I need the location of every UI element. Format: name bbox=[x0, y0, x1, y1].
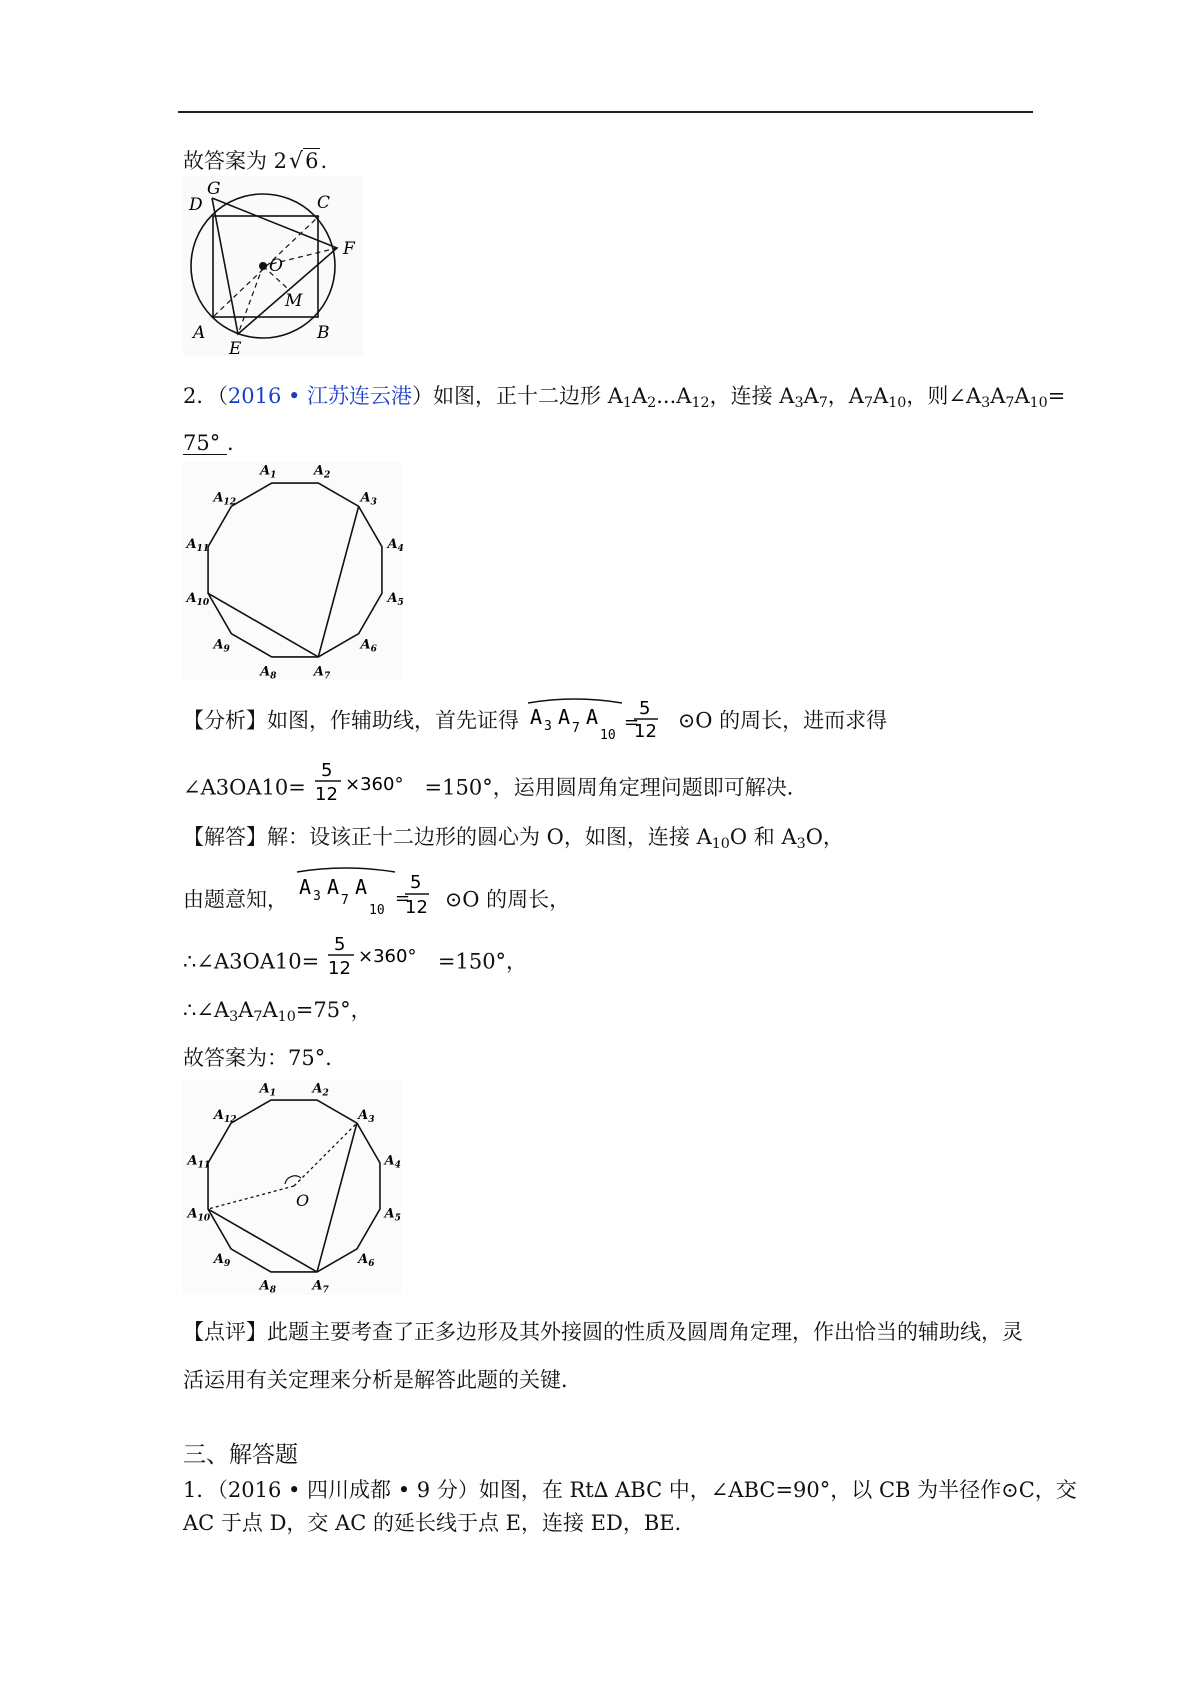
solution-line-5: 故答案为：75°． bbox=[183, 1046, 347, 1070]
label-O: O bbox=[269, 256, 283, 276]
svg-text:A: A bbox=[354, 875, 367, 899]
svg-text:12: 12 bbox=[404, 897, 428, 918]
vertex-label-a7: $A_7$ bbox=[313, 664, 331, 682]
vertex-label-a12: $A_{12}$ bbox=[213, 490, 237, 508]
vertex-label-a9: $A_9$ bbox=[213, 1252, 231, 1270]
label-M: M bbox=[285, 291, 303, 311]
dodecagon-diagram bbox=[183, 462, 403, 680]
vertex-label-a4: $A_4$ bbox=[387, 537, 404, 555]
vertex-label-a6: $A_6$ bbox=[360, 637, 377, 655]
svg-text:A: A bbox=[585, 705, 598, 729]
vertex-label-a3: $A_3$ bbox=[358, 1107, 375, 1125]
svg-text:×360°: ×360° bbox=[357, 946, 417, 967]
header-rule bbox=[178, 111, 1033, 113]
vertex-label-a10: $A_{10}$ bbox=[186, 590, 210, 608]
section-title: 三、解答题 bbox=[183, 1442, 298, 1468]
segment-o-a3 bbox=[294, 1123, 357, 1186]
fraction-2-svg bbox=[326, 930, 438, 980]
label-C: C bbox=[317, 193, 331, 213]
dodecagon-center-diagram bbox=[183, 1080, 401, 1295]
vertex-label-a1: $A_1$ bbox=[260, 463, 277, 481]
question-2-stem: 2．（2016 • 江苏连云港）如图，正十二边形 $A_1A_2...A_{12}$，连接 $A_3A_7$，$A_7A_{10}$，则$\angle A_3A_7A_{10}=$ bbox=[183, 384, 1066, 411]
label-E: E bbox=[229, 339, 242, 359]
analysis-head: 【分析】 bbox=[183, 708, 267, 733]
solution-line-1: 【解答】解：设该正十二边形的圆心为 O，如图，连接 $A_{10}O$ 和 $A_3O$， bbox=[183, 825, 844, 852]
svg-text:12: 12 bbox=[633, 721, 657, 742]
label-B: B bbox=[317, 323, 330, 343]
vertex-label-a8: $A_8$ bbox=[260, 664, 277, 682]
svg-text:A: A bbox=[326, 875, 339, 899]
previous-answer-line: 故答案为 2√6. bbox=[183, 149, 328, 174]
vertex-label-a10: $A_{10}$ bbox=[187, 1206, 211, 1224]
arc-formula bbox=[526, 692, 678, 742]
comment-line-2: 活运用有关定理来分析是解答此题的关键． bbox=[183, 1368, 582, 1392]
svg-text:A: A bbox=[298, 875, 311, 899]
question-2-answer-line: 75° . bbox=[183, 431, 234, 455]
comment-head: 【点评】 bbox=[183, 1320, 267, 1344]
analysis-line-1: 【分析】如图，作辅助线，首先证得 A 3 A 7 A 10 = 5 12 ⊙O 的周长，进而求得 bbox=[183, 702, 887, 742]
label-A: A bbox=[193, 323, 206, 343]
analysis-line-2: ∠A3OA10= 5 12 ×360° =150°，运用圆周角定理问题即可解决． bbox=[183, 764, 808, 814]
vertex-label-a1: $A_1$ bbox=[259, 1081, 276, 1099]
svg-text:10: 10 bbox=[368, 903, 385, 918]
sqrt-symbol: √ bbox=[289, 149, 304, 174]
label-center-o: O bbox=[296, 1191, 310, 1210]
section3-question-1-line-2: AC 于点 D，交 AC 的延长线于点 E，连接 ED，BE． bbox=[183, 1511, 696, 1535]
svg-text:3: 3 bbox=[543, 719, 552, 734]
arc-formula-svg bbox=[526, 692, 678, 742]
label-F: F bbox=[343, 239, 355, 259]
svg-text:=: = bbox=[623, 712, 639, 733]
solution-head: 【解答】 bbox=[183, 825, 267, 849]
vertex-label-a2: $A_2$ bbox=[313, 463, 331, 481]
fraction-svg bbox=[313, 756, 425, 806]
vertex-label-a11: $A_{11}$ bbox=[186, 537, 210, 555]
vertex-label-a4: $A_4$ bbox=[384, 1153, 401, 1171]
vertex-label-a2: $A_2$ bbox=[312, 1081, 329, 1099]
svg-text:7: 7 bbox=[340, 893, 349, 908]
figure-dodecagon-center bbox=[183, 1080, 401, 1295]
arc-formula-2-svg bbox=[295, 864, 445, 918]
svg-text:12: 12 bbox=[327, 958, 351, 979]
segment-a3-a7 bbox=[317, 1123, 357, 1272]
answer-blank: 75° bbox=[183, 432, 227, 455]
vertex-label-a9: $A_9$ bbox=[213, 637, 230, 655]
svg-text:3: 3 bbox=[312, 889, 321, 904]
vertex-label-a8: $A_8$ bbox=[259, 1278, 276, 1296]
vertex-label-a7: $A_7$ bbox=[312, 1278, 329, 1296]
radicand: 6 bbox=[305, 149, 319, 173]
angle-mark bbox=[285, 1176, 301, 1184]
segment-o-a10 bbox=[208, 1186, 294, 1209]
svg-text:A: A bbox=[529, 705, 542, 729]
fraction-times-360-2 bbox=[326, 930, 438, 988]
figure-circle-square bbox=[183, 176, 363, 359]
question-source-link[interactable]: 2016 • 江苏连云港 bbox=[227, 384, 413, 408]
section3-question-1-line-1: 1．（2016 • 四川成都 • 9 分）如图，在 Rt∆ ABC 中，∠ABC=90°，以 CB 为半径作⊙C，交 bbox=[183, 1478, 1077, 1502]
vertex-label-a5: $A_5$ bbox=[387, 590, 404, 608]
svg-text:10: 10 bbox=[599, 728, 616, 743]
svg-text:5: 5 bbox=[320, 760, 332, 781]
vertex-label-a3: $A_3$ bbox=[360, 490, 377, 508]
svg-text:A: A bbox=[557, 705, 570, 729]
fraction-times-360 bbox=[313, 756, 425, 814]
solution-line-4: $\therefore\angle A_3A_7A_{10}=75^\circ$， bbox=[183, 998, 372, 1025]
comment-line-1: 【点评】此题主要考查了正多边形及其外接圆的性质及圆周角定理，作出恰当的辅助线，灵 bbox=[183, 1320, 1023, 1344]
solution-line-2: 由题意知， A 3 A 7 A 10 = 5 12 ⊙O 的周长， bbox=[183, 876, 570, 926]
dodecagon-outline bbox=[208, 483, 382, 657]
svg-text:5: 5 bbox=[409, 872, 422, 893]
vertex-label-a5: $A_5$ bbox=[384, 1206, 401, 1224]
svg-text:12: 12 bbox=[314, 784, 338, 805]
solution-line-3: ∴∠A3OA10= 5 12 ×360° =150°， bbox=[183, 938, 527, 988]
vertex-label-a12: $A_{12}$ bbox=[213, 1107, 237, 1125]
arc-formula-2 bbox=[295, 864, 445, 926]
label-D: D bbox=[189, 195, 203, 215]
segment-a3-a7 bbox=[318, 506, 358, 657]
svg-text:7: 7 bbox=[571, 721, 580, 736]
svg-text:×360°: ×360° bbox=[344, 774, 403, 795]
vertex-label-a11: $A_{11}$ bbox=[187, 1153, 211, 1171]
circle-square-diagram bbox=[183, 176, 363, 359]
svg-text:5: 5 bbox=[638, 698, 651, 719]
svg-text:5: 5 bbox=[333, 934, 346, 955]
label-G: G bbox=[207, 179, 221, 199]
previous-answer-text: 故答案为 2 bbox=[183, 149, 288, 173]
svg-text:=: = bbox=[394, 888, 410, 909]
figure-dodecagon bbox=[183, 462, 403, 680]
vertex-label-a6: $A_6$ bbox=[358, 1252, 375, 1270]
